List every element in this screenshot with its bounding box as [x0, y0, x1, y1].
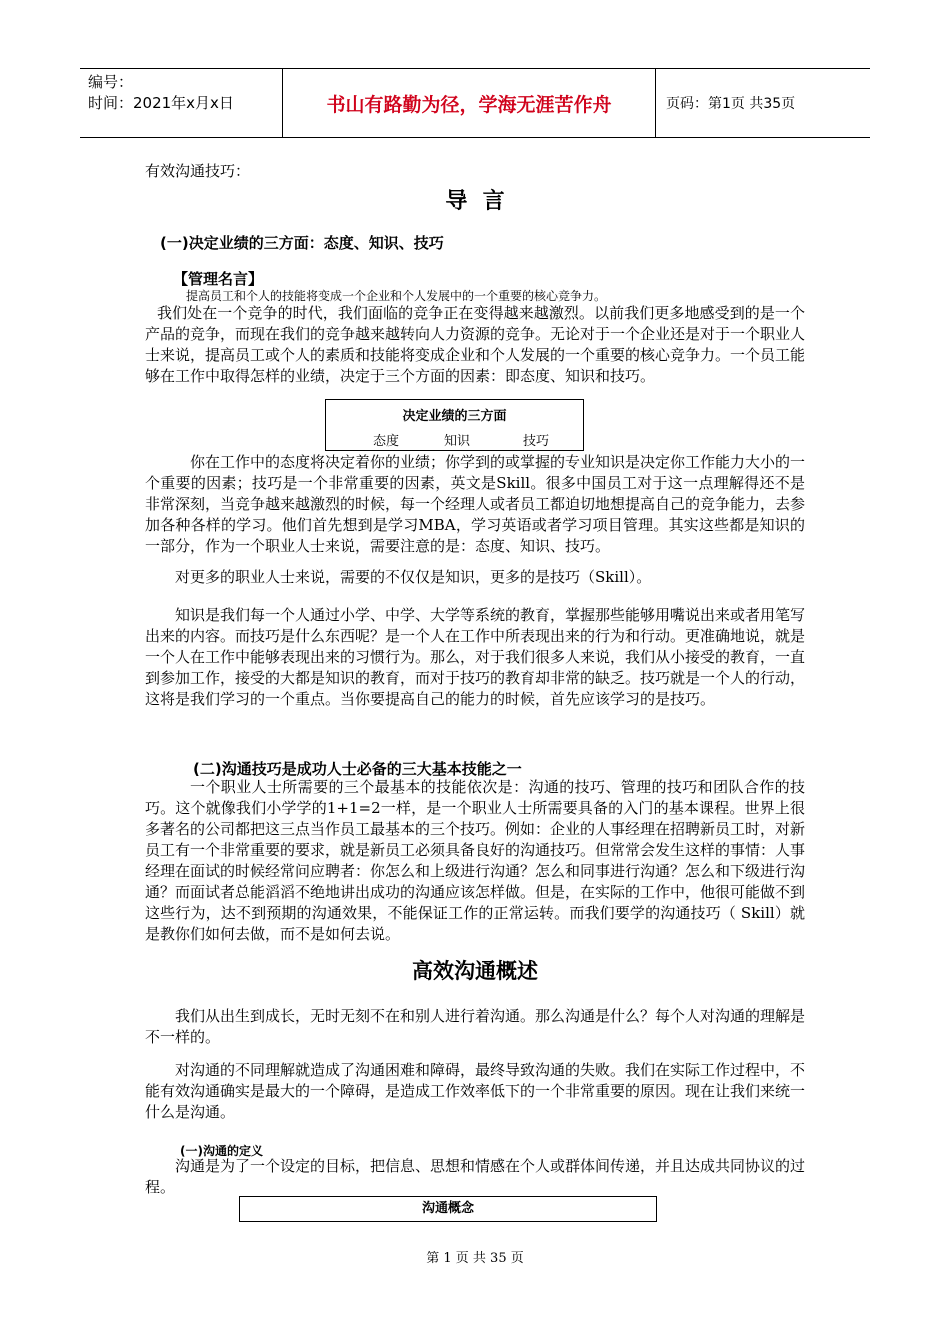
- header-date-label: 时间：2021年x月x日: [88, 94, 234, 112]
- section1-paragraph-2: 你在工作中的态度将决定着你的业绩；你学到的或掌握的专业知识是决定你工作能力大小的一个重要的因素；技巧是一个非常重要的因素，英文是Skill。很多中国员工对于这一点理解得还不是非常深刻，当竞争越来越激烈的时候，每一个经理人或者员工都迫切地想提高自己的竞争能力，去参加各种各样的学习。他们首先想到是学习MBA，学习英语或者学习项目管理。其实这些都是知识的一部分，作为一个职业人士来说，需要注意的是：态度、知识、技巧。: [145, 453, 806, 555]
- header-left-cell: [80, 69, 282, 137]
- header-number-label: 编号：: [88, 73, 134, 91]
- section1-paragraph-1: 我们处在一个竞争的时代，我们面临的竞争正在变得越来越激烈。以前我们更多地感受到的是一个产品的竞争，而现在我们的竞争越来越转向人力资源的竞争。无论对于一个企业还是对于一个职业人士来说，提高员工或个人的素质和技能将变成企业和个人发展的一个重要的核心竞争力。一个员工能够在工作中取得怎样的业绩，决定于三个方面的因素：即态度、知识和技巧。: [145, 304, 806, 385]
- section1-paragraph-3: 对更多的职业人士来说，需要的不仅仅是知识，更多的是技巧（Skill）。: [175, 568, 652, 586]
- definition-heading: (一)沟通的定义: [180, 1144, 263, 1158]
- table-col-knowledge: 知识: [444, 434, 471, 449]
- page-header: [80, 68, 870, 138]
- table-col-attitude: 态度: [373, 434, 400, 449]
- header-motto: 书山有路勤为径，学海无涯苦作舟: [282, 69, 656, 137]
- quote-label: 【管理名言】: [173, 270, 264, 288]
- section1-heading: (一)决定业绩的三方面：态度、知识、技巧: [160, 234, 444, 252]
- section2-paragraph-1: 一个职业人士所需要的三个最基本的技能依次是：沟通的技巧、管理的技巧和团队合作的技巧。这个就像我们小学学的1+1=2一样，是一个职业人士所需要具备的入门的基本课程。世界上很多著名的公司都把这三点当作员工最基本的三个技巧。例如：企业的人事经理在招聘新员工时，对新员工有一个非常重要的要求，就是新员工必须具备良好的沟通技巧。但常常会发生这样的事情：人事经理在面试的时候经常问应聘者：你怎么和上级进行沟通？怎么和同事进行沟通？怎么和下级进行沟通？而面试者总能滔滔不绝地讲出成功的沟通应该怎样做。但是，在实际的工作中，他很可能做不到这些行为，达不到预期的沟通效果，不能保证工作的正常运转。而我们要学的沟通技巧（ Skill）就是教你们如何去做，而不是如何去说。: [145, 778, 806, 943]
- table-col-skill: 技巧: [523, 434, 550, 449]
- performance-table-title: 决定业绩的三方面: [402, 409, 507, 424]
- page-footer: 第 1 页 共 35 页: [426, 1251, 524, 1266]
- title-overview: 高效沟通概述: [412, 959, 538, 983]
- communication-concept-box: 沟通概念: [239, 1196, 657, 1222]
- title-intro: 导 言: [445, 189, 505, 214]
- definition-text: 沟通是为了一个设定的目标，把信息、思想和情感在个人或群体间传递，并且达成共同协议的过程。: [145, 1157, 806, 1196]
- quote-text: 提高员工和个人的技能将变成一个企业和个人发展中的一个重要的核心竞争力。: [186, 289, 607, 303]
- overview-paragraph-1: 我们从出生到成长，无时无刻不在和别人进行着沟通。那么沟通是什么？每个人对沟通的理解是不一样的。: [145, 1007, 806, 1046]
- header-page-info: 页码：第1页 共35页: [666, 96, 796, 112]
- section2-heading: (二)沟通技巧是成功人士必备的三大基本技能之一: [193, 760, 522, 778]
- performance-table: [325, 399, 584, 451]
- section1-paragraph-4: 知识是我们每一个人通过小学、中学、大学等系统的教育，掌握那些能够用嘴说出来或者用笔写出来的内容。而技巧是什么东西呢？是一个人在工作中所表现出来的行为和行动。更准确地说，就是一个人在工作中能够表现出来的习惯行为。那么，对于我们很多人来说，我们从小接受的教育，一直到参加工作，接受的大都是知识的教育，而对于技巧的教育却非常的缺乏。技巧就是一个人的行动，这将是我们学习的一个重点。当你要提高自己的能力的时候，首先应该学习的是技巧。: [145, 606, 806, 708]
- intro-label: 有效沟通技巧：: [145, 162, 251, 180]
- overview-paragraph-2: 对沟通的不同理解就造成了沟通困难和障碍，最终导致沟通的失败。我们在实际工作过程中，不能有效沟通确实是最大的一个障碍，是造成工作效率低下的一个非常重要的原因。现在让我们来统一什么是沟通。: [145, 1061, 806, 1121]
